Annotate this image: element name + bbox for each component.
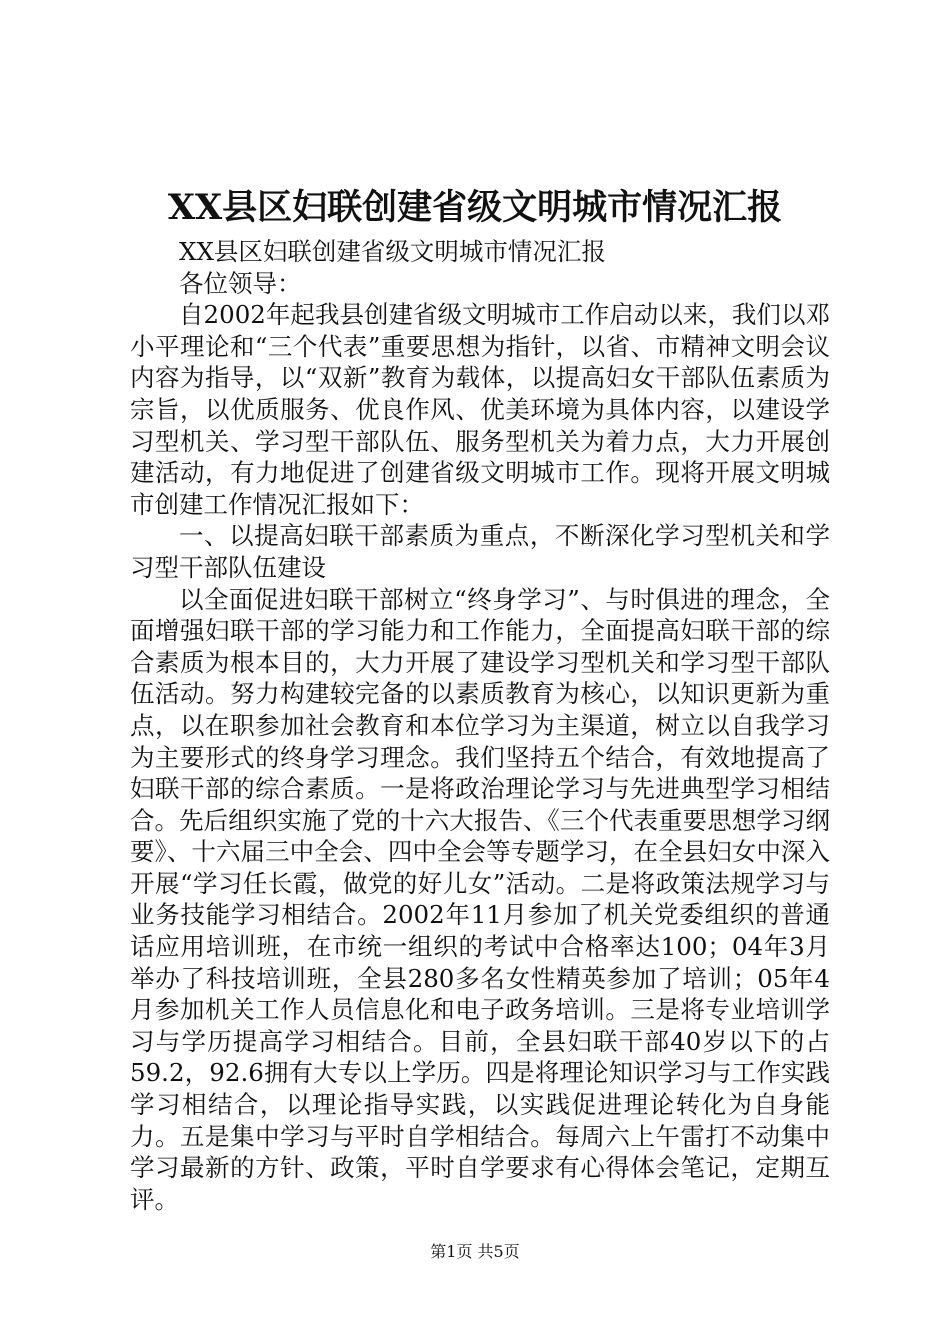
page-footer: 第1页 共5页 bbox=[430, 1242, 520, 1261]
salutation-paragraph: 各位领导： bbox=[179, 268, 302, 298]
intro-paragraph: 自2002年起我县创建省级文明城市工作启动以来，我们以邓小平理论和“三个代表”重要思想为指针，以省、市精神文明会议内容为指导，以“双新”教育为载体，以提高妇女干部队伍素质为宗旨，以优质服务、优良作风、优美环境为具体内容，以建设学习型机关、学习型干部队伍、服务型机关为着力点，大力开展创建活动，有力地促进了创建省级文明城市工作。现将开展文明城市创建工作情况汇报如下： bbox=[130, 300, 830, 519]
document-body bbox=[130, 236, 830, 1215]
document-title: XX县区妇联创建省级文明城市情况汇报 bbox=[167, 187, 783, 228]
section-heading: 一、以提高妇联干部素质为重点，不断深化学习型机关和学习型干部队伍建设 bbox=[130, 521, 830, 582]
subtitle-paragraph: XX县区妇联创建省级文明城市情况汇报 bbox=[179, 237, 606, 266]
body-paragraph: 以全面促进妇联干部树立“终身学习”、与时俱进的理念，全面增强妇联干部的学习能力和工作能力，全面提高妇联干部的综合素质为根本目的，大力开展了建设学习型机关和学习型干部队伍活动。努力构建较完备的以素质教育为核心，以知识更新为重点，以在职参加社会教育和本位学习为主渠道，树立以自我学习为主要形式的终身学习理念。我们坚持五个结合，有效地提高了妇联干部的综合素质。一是将政治理论学习与先进典型学习相结合。先后组织实施了党的十六大报告、《三个代表重要思想学习纲要》、十六届三中全会、四中全会等专题学习，在全县妇女中深入开展“学习任长霞，做党的好儿女”活动。二是将政策法规学习与业务技能学习相结合。2002年11月参加了机关党委组织的普通话应用培训班，在市统一组织的考试中合格率达100；04年3月举办了科技培训班，全县280多名女性精英参加了培训；05年4月参加机关工作人员信息化和电子政务培训。三是将专业培训学习与学历提高学习相结合。目前，全县妇联干部40岁以下的占59.2，92.6拥有大专以上学历。四是将理论知识学习与工作实践学习相结合，以理论指导实践，以实践促进理论转化为自身能力。五是集中学习与平时自学相结合。每周六上午雷打不动集中学习最新的方针、政策，平时自学要求有心得体会笔记，定期互评。 bbox=[130, 584, 830, 1214]
